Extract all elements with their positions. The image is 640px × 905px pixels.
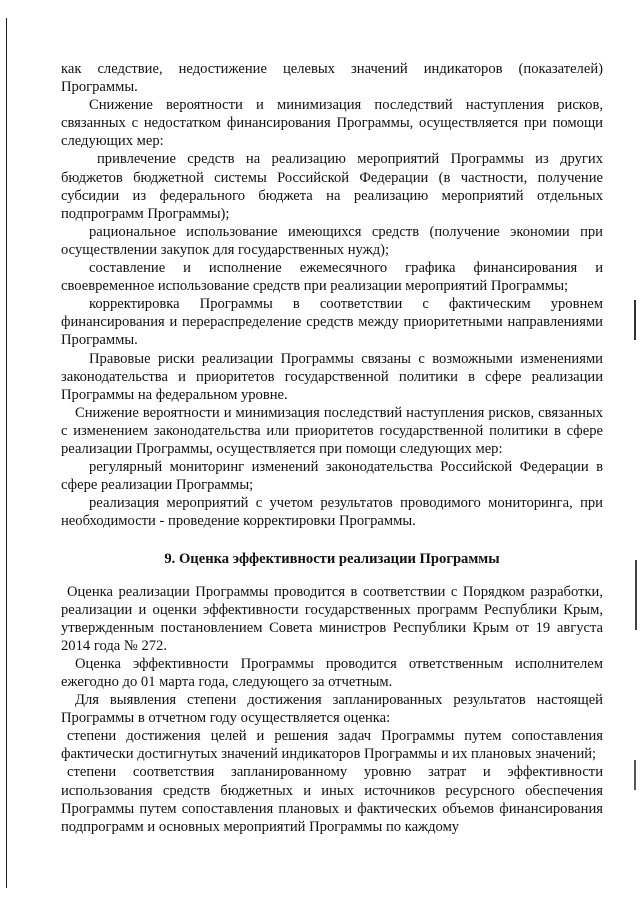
list-item: реализация мероприятий с учетом результатов проводимого мониторинга, при необходимости - проведение корректировки Программы. [61, 495, 603, 530]
list-item: привлечение средств на реализацию мероприятий Программы из других бюджетов бюджетной системы Российской Федерации (в частности, получение субсидии из федерального бюджета на реализацию мероприятий отдельных подпрограмм Программы); [61, 151, 603, 222]
paragraph: Снижение вероятности и минимизация последствий наступления рисков, связанных с изменением законодательства или приоритетов государственной политики в сфере реализации Программы, осуществляется при помощи следующих мер: [61, 404, 603, 457]
list-item: корректировка Программы в соответствии с фактическим уровнем финансирования и перераспределение средств между приоритетными направлениями Программы. [61, 296, 603, 349]
list-item: регулярный мониторинг изменений законодательства Российской Федерации в сфере реализации Программы; [61, 459, 603, 494]
document-body [61, 60, 603, 836]
scan-edge-left [6, 18, 7, 888]
paragraph: Правовые риски реализации Программы связаны с возможными изменениями законодательства и приоритетов государственной политики в сфере реализации Программы на федеральном уровне. [61, 350, 603, 403]
scan-mark-right [634, 300, 636, 340]
scan-mark-right [635, 560, 637, 630]
paragraph: Для выявления степени достижения запланированных результатов настоящей Программы в отчетном году осуществляется оценка: [61, 692, 603, 727]
paragraph: Оценка эффективности Программы проводится ответственным исполнителем ежегодно до 01 марта года, следующего за отчетным. [61, 655, 603, 690]
list-item: рациональное использование имеющихся средств (получение экономии при осуществлении закупок для государственных нужд); [61, 223, 603, 258]
paragraph: Оценка реализации Программы проводится в соответствии с Порядком разработки, реализации и оценки эффективности государственных программ Республики Крым, утвержденным постановлением Совета министров Республики Крым от 19 августа 2014 года № 272. [61, 583, 603, 654]
list-item: степени соответствия запланированному уровню затрат и эффективности использования средств бюджетных и иных источников ресурсного обеспечения Программы путем сопоставления плановых и фактических объемов финансирования подпрограмм и основных мероприятий Программы по каждому [61, 764, 603, 835]
section-heading: 9. Оценка эффективности реализации Программы [164, 551, 500, 568]
list-item: степени достижения целей и решения задач Программы путем сопоставления фактически достигнутых значений индикаторов Программы и их плановых значений; [61, 728, 603, 763]
list-item: составление и исполнение ежемесячного графика финансирования и своевременное использование средств при реализации мероприятий Программы; [61, 260, 603, 295]
scan-mark-right [634, 760, 636, 790]
paragraph: Снижение вероятности и минимизация последствий наступления рисков, связанных с недостатком финансирования Программы, осуществляется при помощи следующих мер: [61, 97, 603, 150]
paragraph: как следствие, недостижение целевых значений индикаторов (показателей) Программы. [61, 61, 603, 96]
